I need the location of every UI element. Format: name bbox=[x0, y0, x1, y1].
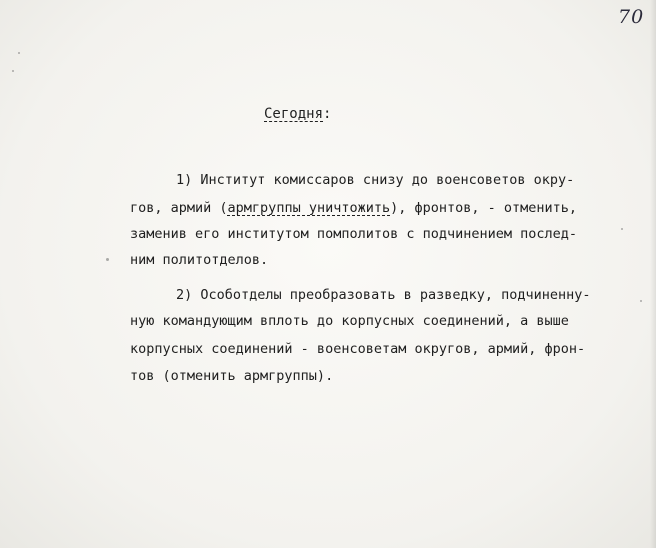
paragraph1-line3: заменив его институтом помполитов с подчинением послед- bbox=[130, 226, 578, 242]
paragraph2-line3: корпусных соединений - военсоветам округов, армий, фрон- bbox=[130, 341, 586, 357]
paragraph1-line2-post: ), фронтов, - отменить, bbox=[390, 200, 578, 216]
handwritten-page-number: 70 bbox=[618, 6, 645, 28]
paragraph1-underlined-phrase: армгруппы уничтожить bbox=[227, 200, 391, 216]
paper-speck bbox=[106, 258, 109, 261]
paragraph2-line1: 2) Особотделы преобразовать в разведку, подчиненну- bbox=[176, 287, 591, 303]
paragraph2-line2: ную командующим вплоть до корпусных соединений, а выше bbox=[130, 313, 569, 329]
paragraph1-line1: 1) Институт комиссаров снизу до военсоветов окру- bbox=[176, 172, 575, 188]
paragraph2-line4: тов (отменить армгруппы). bbox=[130, 368, 334, 384]
heading-colon: : bbox=[323, 106, 332, 122]
paper-speck bbox=[18, 52, 20, 54]
page-edge-shadow bbox=[650, 0, 656, 548]
paper-speck bbox=[640, 300, 642, 302]
paragraph1-line4: ним политотделов. bbox=[130, 252, 269, 268]
paragraph1-line2-pre: гов, армий ( bbox=[130, 200, 228, 216]
paper-speck bbox=[12, 70, 14, 72]
paper-speck bbox=[621, 228, 623, 230]
heading-text: Сегодня bbox=[264, 106, 324, 122]
heading bbox=[264, 106, 331, 122]
paragraph1-line2 bbox=[130, 200, 577, 216]
